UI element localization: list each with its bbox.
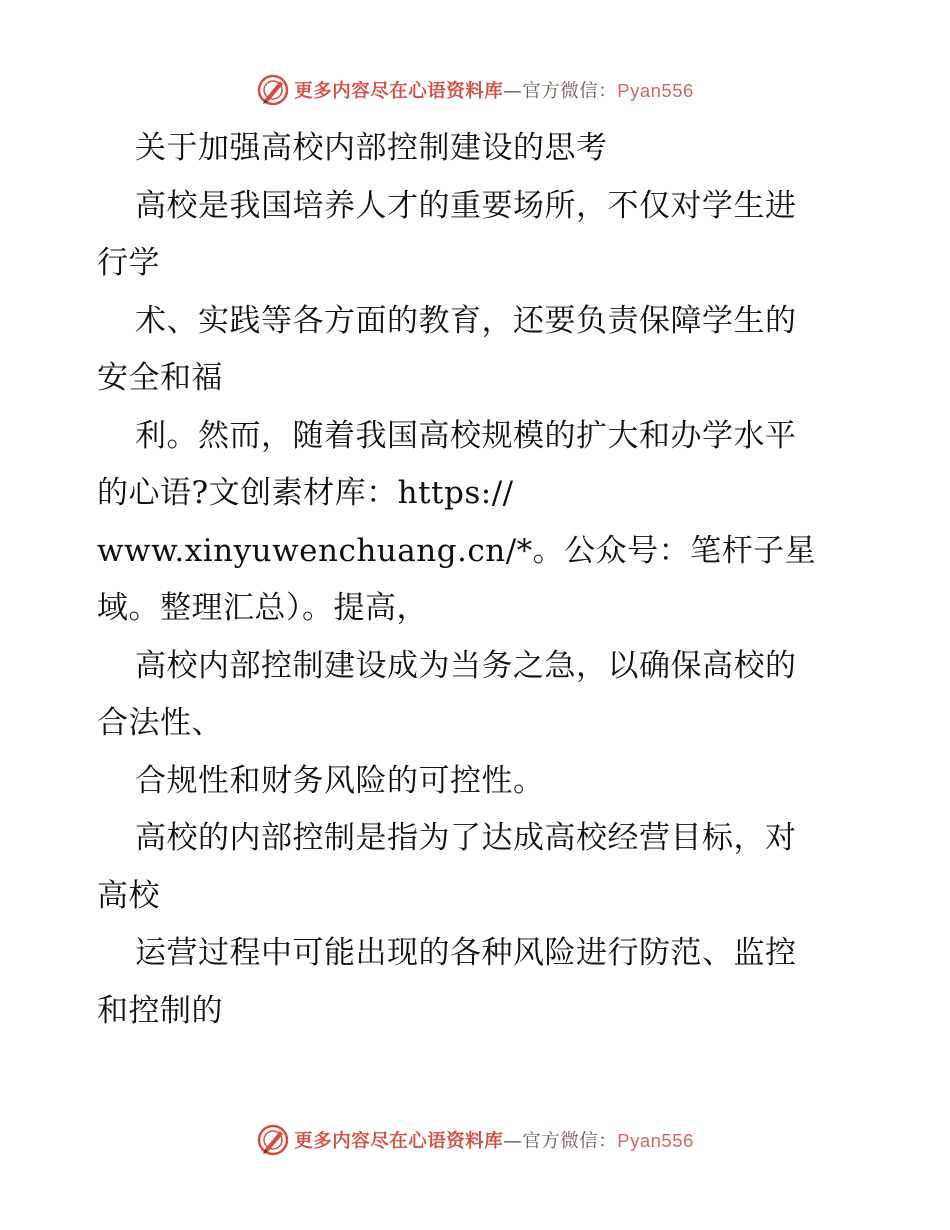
text-line: 域。整理汇总）。提高， xyxy=(97,590,428,626)
header-banner xyxy=(0,70,950,110)
banner-wechat-id: Pyan556 xyxy=(617,1130,694,1151)
banner-sub-text: —官方微信： xyxy=(503,1131,618,1152)
text-line: 的心语?文创素材库：https:// xyxy=(97,475,514,511)
text-line: 安全和福 xyxy=(97,360,223,396)
text-line: 利。然而，随着我国高校规模的扩大和办学水平 xyxy=(135,417,797,454)
text-line: 运营过程中可能出现的各种风险进行防范、监控 xyxy=(135,935,797,971)
document-body xyxy=(97,120,887,1040)
text-line: 合规性和财务风险的可控性。 xyxy=(135,762,545,799)
banner-sub-text: —官方微信： xyxy=(503,81,618,102)
text-line: 高校 xyxy=(97,877,160,914)
footer-banner xyxy=(0,1120,950,1160)
pen-logo-icon xyxy=(256,73,290,107)
banner-main-text: 更多内容尽在心语资料库 xyxy=(294,81,504,102)
text-line: 合法性、 xyxy=(97,705,223,741)
text-line: 高校内部控制建设成为当务之急，以确保高校的 xyxy=(135,647,797,684)
banner-main-text: 更多内容尽在心语资料库 xyxy=(294,1131,504,1152)
text-line: www.xinyuwenchuang.cn/*。公众号：笔杆子星 xyxy=(97,532,817,569)
text-line: 高校的内部控制是指为了达成高校经营目标，对 xyxy=(135,820,797,856)
text-line: 高校是我国培养人才的重要场所，不仅对学生进 xyxy=(135,187,797,224)
text-line: 关于加强高校内部控制建设的思考 xyxy=(135,130,608,166)
banner-wechat-id: Pyan556 xyxy=(617,80,694,101)
text-line: 和控制的 xyxy=(97,992,223,1029)
text-line: 行学 xyxy=(97,245,160,281)
text-line: 术、实践等各方面的教育，还要负责保障学生的 xyxy=(135,302,797,339)
pen-logo-icon xyxy=(256,1123,290,1157)
